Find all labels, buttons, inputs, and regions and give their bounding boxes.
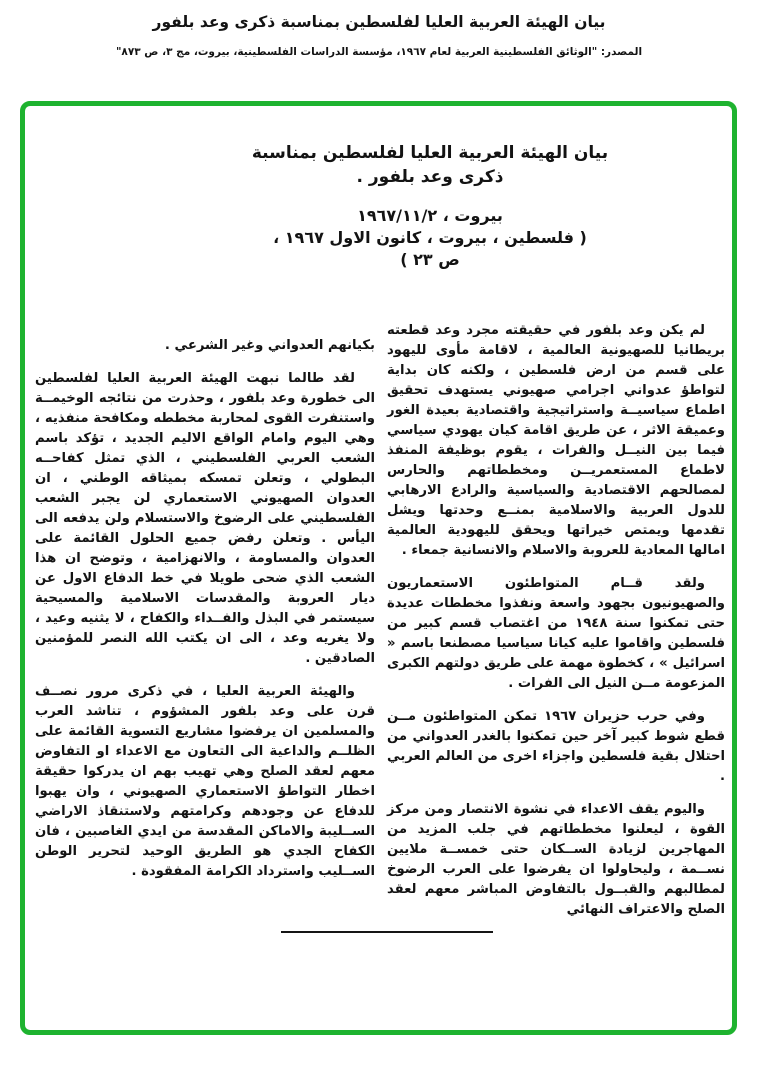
body-paragraph: ولقد قــام المتواطئون الاستعماريون والصهيونيون بجهود واسعة ونفذوا مخططات عديدة حتى تمكنوا سنة ١٩٤٨ من اغتصاب قسم كبير من فلسطين واقاموا عليه كيانا سياسيا مصطنعا باسم « اسرائيل » ، كخطوة مهمة على طريق دولتهم الكبرى المزعومة مــن النيل الى الفرات .: [387, 576, 725, 691]
statement-dateline: [228, 205, 632, 271]
statement-title-line2: ذكرى وعد بلفور .: [356, 167, 504, 187]
page-title: بيان الهيئة العربية العليا لفلسطين بمناسبة ذكرى وعد بلفور: [152, 13, 606, 31]
statement-title-block: [228, 141, 632, 271]
body-paragraph: لقد طالما نبهت الهيئة العربية العليا لفلسطين الى خطورة وعد بلفور ، وحذرت من نتائجه الوخيمــة واستنفرت القوى لمحاربة مخططه ومكافحة منفذيه ، وهي اليوم وامام الواقع الاليم الجديد ، تؤكد باسم الشعب العربي الفلسطيني ، الذي تمثل كفاحــه البطولي ، وتعلن تمسكه بميثاقه الوطني ، ان العدوان الصهيوني الاستعماري لن يجبر الشعب الفلسطيني على الرضوخ والاستسلام ولن يدفعه الى اليأس . وتعلن رفض جميع الحلول القائمة على العدوان والمساومة ، والانهزامية ، وتوضح ان هذا الشعب الذي ضحى طويلا في خط الدفاع الاول عن ديار العروبة والمقدسات الاسلامية والمسيحية سيستمر في البذل والفــداء والكفاح ، لا يثنيه وعيد ، ولا يغريه وعد ، الى ان يكتب الله النصر للمؤمنين الصادقين .: [35, 371, 375, 666]
statement-title-line1: بيان الهيئة العربية العليا لفلسطين بمناسبة: [251, 143, 609, 163]
body-paragraph: والهيئة العربية العليا ، في ذكرى مرور نصــف قرن على وعد بلفور المشؤوم ، تناشد العرب والمسلمين ان يرفضوا مشاريع التسوية القائمة على الظلــم والداعية الى التعاون مع الاعداء او التفاوض معهم لعقد الصلح وهي تهيب بهم ان يدركوا حقيقة اخطار التواطؤ الاستعماري الصهيوني ، وان يهبوا للدفاع عن وجودهم وكرامتهم ولاستنقاذ الاراضي الســليبة والاماكن المقدسة من ايدي الغاصبين ، فان الكفاح الجدي هو الطريق الوحيد لتحرير الوطن الســليب واسترداد الكرامة المفقودة .: [35, 684, 375, 879]
dateline-publication: ( فلسطين ، بيروت ، كانون الاول ١٩٦٧ ،: [273, 228, 587, 247]
body-paragraph: واليوم يقف الاعداء في نشوة الانتصار ومن مركز القوة ، ليعلنوا مخططاتهم في جلب المزيد من المهاجرين لزيادة الســكان حتى خمســة ملايين نســمة ، وليحاولوا ان يفرضوا على العرب الرضوخ لمطالبهم والقبــول بالتفاوض المباشر معهم لعقد الصلح والاعتراف النهائي: [387, 802, 725, 917]
source-citation: المصدر: "الوثائق الفلسطينية العربية لعام ١٩٦٧، مؤسسة الدراسات الفلسطينية، بيروت، مج ٣، ص ٨٧٣": [115, 46, 643, 58]
body-column-left: [35, 336, 375, 895]
dateline-page-number: ص ٢٣ ): [400, 250, 460, 269]
dateline-city-date: بيروت ، ١٩٦٧/١١/٢: [357, 206, 503, 225]
body-paragraph: لم يكن وعد بلفور في حقيقته مجرد وعد قطعته بريطانيا للصهيونية العالمية ، لاقامة مأوى لليهود على قسم من ارض فلسطين ، ولكنه كان بداية لتواطؤ عدواني اجرامي صهيوني يستهدف تحقيق اطماع سياسيــة واستراتيجية واقتصادية بعيدة الغور وعميقة الاثر ، عن طريق اقامة كيان يهودي سياسي فيما بين النيــل والفرات ، يقوم بوظيفة المنفذ لاطماع المستعمريــن ومخططاتهم والحارس لمصالحهم الاقتصادية والسياسية والرادع الارهابي للدول العربية والاسلامية بمنــع وحدتها ويشل تقدمها ويمتص خيراتها ويحقق لليهودية العالمية امالها المعادية للعروبة والاسلام والانسانية جمعاء .: [387, 323, 725, 558]
body-column-right: [387, 321, 725, 933]
footer-divider-line: [281, 931, 493, 933]
body-paragraph: وفي حرب حزيران ١٩٦٧ تمكن المتواطئون مــن قطع شوط كبير آخر حين تمكنوا بالغدر العدواني من احتلال بقية فلسطين واجزاء اخرى من العالم العربي .: [387, 709, 725, 784]
body-paragraph-continuation: بكيانهم العدواني وغير الشرعي .: [164, 338, 375, 353]
